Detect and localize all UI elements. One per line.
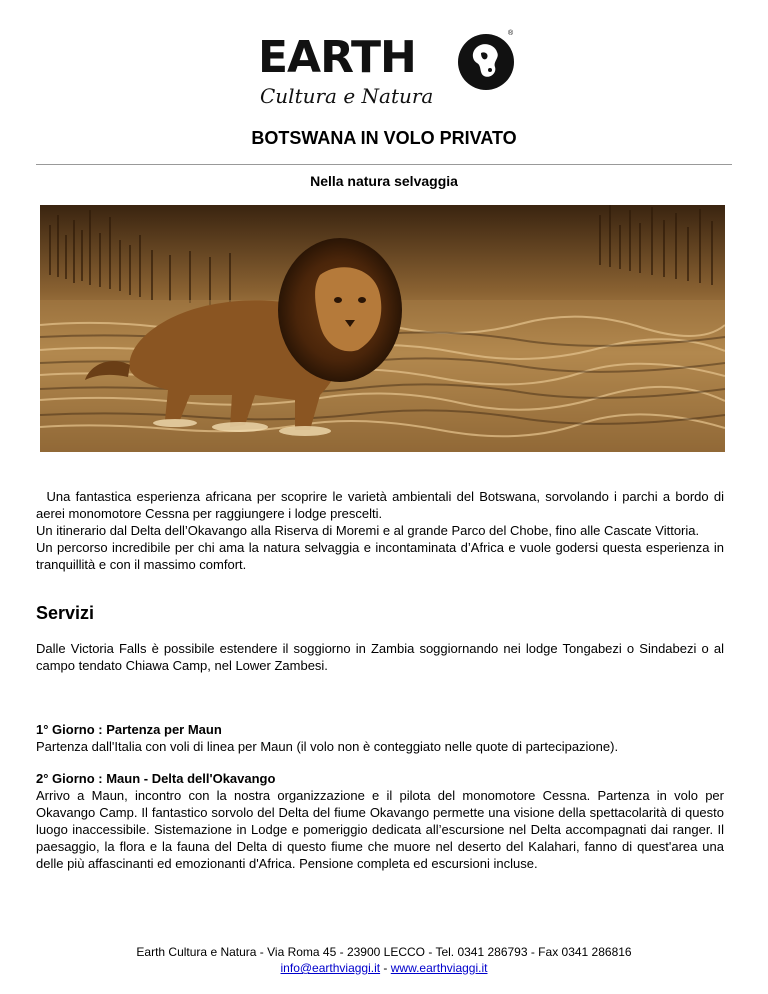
- footer-separator: -: [380, 961, 391, 975]
- footer-address: Earth Cultura e Natura - Via Roma 45 - 23900 LECCO - Tel. 0341 286793 - Fax 0341 286816: [136, 945, 632, 959]
- intro-text: [36, 488, 728, 573]
- email-link[interactable]: info@earthviaggi.it: [280, 961, 381, 975]
- day-heading: 1° Giorno : Partenza per Maun: [36, 722, 222, 737]
- day-text: Partenza dall'Italia con voli di linea per Maun (il volo non è conteggiato nelle quote di partecipazione).: [36, 739, 619, 754]
- title-divider: [36, 164, 732, 165]
- globe-icon: [457, 33, 515, 91]
- day-text: Arrivo a Maun, incontro con la nostra organizzazione e il pilota del monomotore Cessna. Partenza in volo per Okavango Camp. Il fantastico sorvolo del Delta del fiume Okavango permette una visione della spettacolarità di questo luogo inaccessibile. Sistemazione in Lodge e pomeriggio dedicata all’escursione nel Delta accompagnati dai ranger. Il paesaggio, la flora e la fauna del Delta di questo fiume che muore nel deserto del Kalahari, fanno di quest'area una delle più affascinanti ed emozionanti d'Africa. Pensione completa ed escursioni incluse.: [36, 788, 724, 871]
- lion-hero-image: [40, 205, 725, 452]
- logo-wordmark: EARTH: [258, 32, 416, 83]
- website-link[interactable]: www.earthviaggi.it: [390, 961, 488, 975]
- footer: [0, 944, 768, 976]
- services-text: Dalle Victoria Falls è possibile estendere il soggiorno in Zambia soggiornando nei lodge Tongabezi o Sindabezi o al campo tendato Chiawa Camp, nel Lower Zambesi.: [36, 641, 724, 673]
- page-title: BOTSWANA IN VOLO PRIVATO: [251, 128, 517, 148]
- registered-mark: ®: [508, 30, 514, 37]
- intro-paragraph: Una fantastica esperienza africana per scoprire le varietà ambientali del Botswana, sorvolando i parchi a bordo di aerei monomotore Cessna per raggiungere i lodge prescelti.: [36, 489, 728, 521]
- services-heading: Servizi: [36, 603, 95, 623]
- footer-links: [0, 960, 768, 976]
- logo-tagline: Cultura e Natura: [260, 84, 434, 108]
- itinerary-day: [36, 770, 724, 872]
- day-heading: 2° Giorno : Maun - Delta dell'Okavango: [36, 771, 276, 786]
- intro-paragraph: Un itinerario dal Delta dell’Okavango alla Riserva di Moremi e al grande Parco del Chobe, fino alle Cascate Vittoria.: [36, 523, 700, 538]
- intro-paragraph: Un percorso incredibile per chi ama la natura selvaggia e incontaminata d’Africa e vuole godersi questa esperienza in tranquillità e con il massimo comfort.: [36, 540, 724, 572]
- page-subtitle: Nella natura selvaggia: [310, 173, 458, 189]
- itinerary-day: [36, 721, 724, 755]
- earth-logo: [258, 30, 523, 110]
